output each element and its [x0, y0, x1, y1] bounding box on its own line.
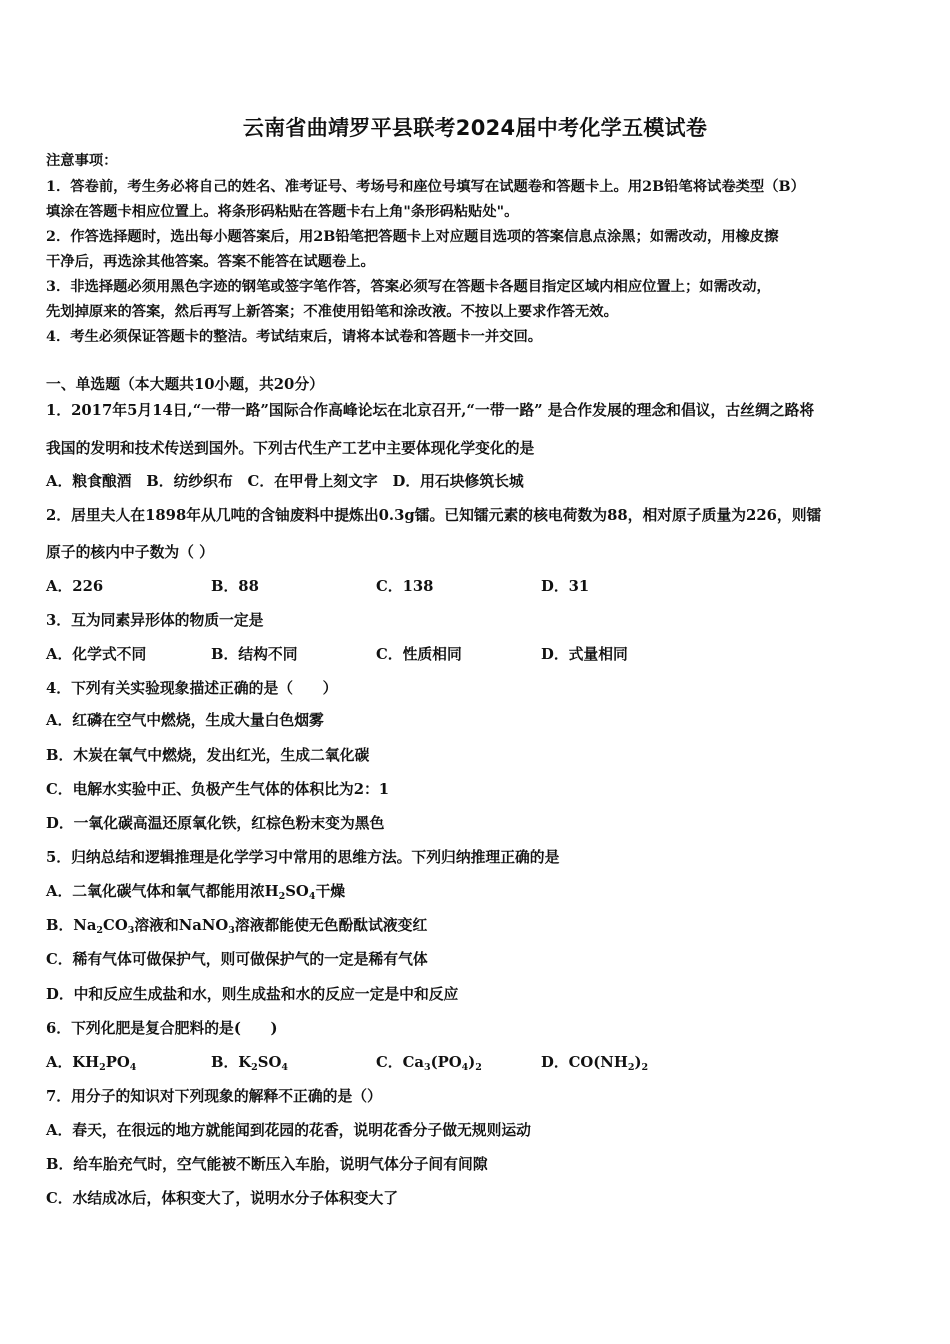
question-6-stem: 6．下列化肥是复合肥料的是( ): [46, 1020, 278, 1037]
question-1-stem-cont: 我国的发明和技术传送到国外。下列古代生产工艺中主要体现化学变化的是: [46, 440, 535, 457]
question-3-option-c: C．性质相同: [376, 646, 462, 663]
question-4-option-a: A．红磷在空气中燃烧，生成大量白色烟雾: [46, 712, 324, 729]
question-2-stem: 2．居里夫人在1898年从几吨的含铀废料中提炼出0.3g镭。已知镭元素的核电荷数为88，相对原子质量为226，则镭: [46, 507, 822, 524]
question-2-stem-cont: 原子的核内中子数为（ ）: [46, 544, 214, 561]
question-5-stem: 5．归纳总结和逻辑推理是化学学习中常用的思维方法。下列归纳推理正确的是: [46, 849, 560, 866]
section-heading: 一、单选题（本大题共10小题，共20分）: [46, 376, 324, 393]
notice-line: 填涂在答题卡相应位置上。将条形码粘贴在答题卡右上角"条形码粘贴处"。: [46, 204, 519, 220]
question-2-option-d: D．31: [541, 578, 590, 595]
question-7-stem: 7．用分子的知识对下列现象的解释不正确的是（）: [46, 1088, 382, 1105]
question-2-option-b: B．88: [211, 578, 259, 595]
question-1-stem: 1．2017年5月14日,“一带一路”国际合作高峰论坛在北京召开,“一带一路” 是合作发展的理念和倡议，古丝绸之路将: [46, 402, 815, 419]
question-3-option-b: B．结构不同: [211, 646, 298, 663]
question-3-option-d: D．式量相同: [541, 646, 628, 663]
question-4-option-b: B．木炭在氧气中燃烧，发出红光，生成二氧化碳: [46, 747, 370, 764]
question-4-option-d: D．一氧化碳高温还原氧化铁，红棕色粉末变为黑色: [46, 815, 385, 832]
question-6-option-a: A．$KH_2PO_4$: [46, 1054, 137, 1073]
question-5-option-d: D．中和反应生成盐和水，则生成盐和水的反应一定是中和反应: [46, 986, 459, 1003]
question-4-option-c: C．电解水实验中正、负极产生气体的体积比为2：1: [46, 781, 390, 798]
question-5-option-b: B．$Na_2CO_3$溶液和NaNO$_3$溶液都能使无色酚酞试液变红: [46, 917, 428, 936]
question-1-options: A．粮食酿酒 B．纺纱织布 C．在甲骨上刻文字 D．用石块修筑长城: [46, 473, 524, 490]
question-3-option-a: A．化学式不同: [46, 646, 147, 663]
exam-title: 云南省曲靖罗平县联考2024届中考化学五模试卷: [242, 116, 708, 140]
question-2-option-a: A．226: [46, 578, 104, 595]
question-2-option-c: C．138: [376, 578, 434, 595]
question-7-option-c: C．水结成冰后，体积变大了，说明水分子体积变大了: [46, 1190, 399, 1207]
notice-line: 4．考生必须保证答题卡的整洁。考试结束后，请将本试卷和答题卡一并交回。: [46, 329, 543, 345]
question-3-stem: 3．互为同素异形体的物质一定是: [46, 612, 264, 629]
question-7-option-a: A．春天，在很远的地方就能闻到花园的花香，说明花香分子做无规则运动: [46, 1122, 531, 1139]
notice-line: 3．非选择题必须用黑色字迹的钢笔或签字笔作答，答案必须写在答题卡各题目指定区域内相应位置上；如需改动，: [46, 279, 771, 295]
notice-heading: 注意事项：: [46, 153, 118, 169]
notice-line: 干净后，再选涂其他答案。答案不能答在试题卷上。: [46, 254, 375, 270]
question-6-option-c: C．$Ca_3(PO_4)_2$: [376, 1054, 482, 1073]
question-5-option-c: C．稀有气体可做保护气，则可做保护气的一定是稀有气体: [46, 951, 428, 968]
notice-line: 先划掉原来的答案，然后再写上新答案；不准使用铅笔和涂改液。不按以上要求作答无效。: [46, 304, 618, 320]
question-6-option-b: B．$K_2SO_4$: [211, 1054, 288, 1073]
question-4-stem: 4．下列有关实验现象描述正确的是（ ）: [46, 680, 338, 697]
question-5-option-a: A．二氧化碳气体和氧气都能用浓$H_2SO_4$干燥: [46, 883, 346, 902]
question-7-option-b: B．给车胎充气时，空气能被不断压入车胎，说明气体分子间有间隙: [46, 1156, 488, 1173]
notice-line: 1．答卷前，考生务必将自己的姓名、准考证号、考场号和座位号填写在试题卷和答题卡上。用2B铅笔将试卷类型（B）: [46, 179, 805, 195]
notice-line: 2．作答选择题时，选出每小题答案后，用2B铅笔把答题卡上对应题目选项的答案信息点涂黑；如需改动，用橡皮擦: [46, 229, 779, 245]
question-6-option-d: D．$CO(NH_2)_2$: [541, 1054, 649, 1073]
